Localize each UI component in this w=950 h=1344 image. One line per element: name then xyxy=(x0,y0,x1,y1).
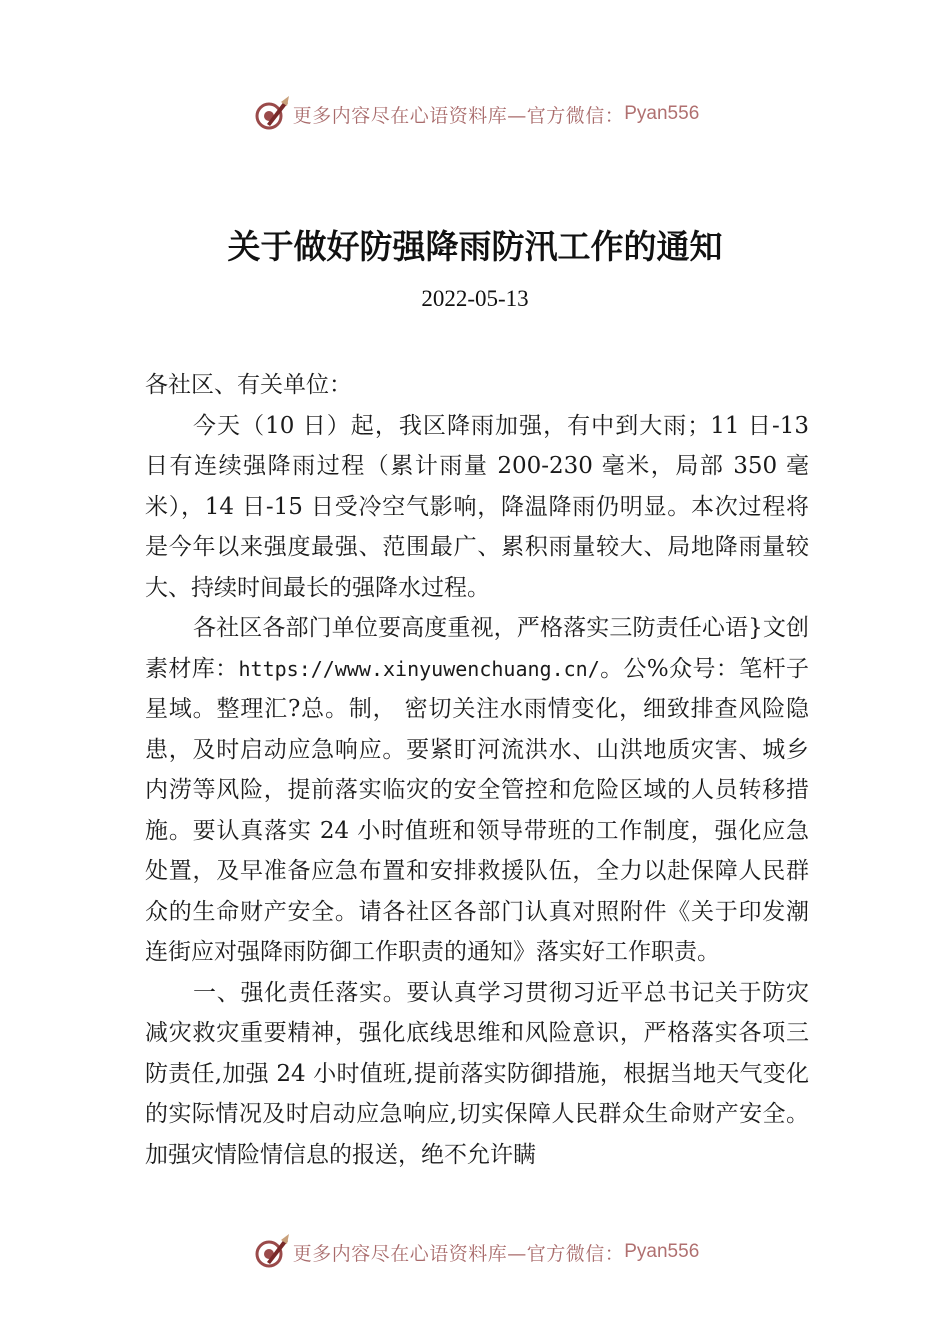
paragraph-2-part-b: 。公%众号：笔杆子星域。整理汇?总。制， 密切关注水雨情变化，细致排查风险隐患，及时启动应急响应。要紧盯河流洪水、山洪地质灾害、城乡内涝等风险，提前落实临灾的安全管控和危险区域的人员转移措施。要认真落实 24 小时值班和领导带班的工作制度，强化应急处置，及早准备应急布置和安排救援队伍，全力以赴保障人民群众的生命财产安全。请各社区各部门认真对照附件《关于印发潮连街应对强降雨防御工作职责的通知》落实好工作职责。 xyxy=(145,655,810,965)
paragraph-3: 一、强化责任落实。要认真学习贯彻习近平总书记关于防灾减灾救灾重要精神，强化底线思维和风险意识，严格落实各项三防责任,加强 24 小时值班,提前落实防御措施，根据当地天气变化的实际情况及时启动应急响应,切实保障人民群众生命财产安全。加强灾情险情信息的报送，绝不允许瞒 xyxy=(145,979,809,1168)
paragraph-2 xyxy=(145,608,809,973)
document-body xyxy=(145,365,809,1175)
paragraph-1: 今天（10 日）起，我区降雨加强，有中到大雨；11 日-13 日有连续强降雨过程（累计雨量 200-230 毫米，局部 350 毫米），14 日-15 日受冷空气影响，降温降雨仍明显。本次过程将是今年以来强度最强、范围最广、累积雨量较大、局地降雨量较大、持续时间最长的强降水过程。 xyxy=(145,412,809,601)
quill-logo-icon xyxy=(251,94,291,134)
source-url-link[interactable]: https://www.xinyuwenchuang.cn/ xyxy=(238,656,600,681)
document-title: 关于做好防强降雨防汛工作的通知 xyxy=(227,227,723,266)
quill-logo-icon xyxy=(251,1232,291,1272)
paragraph-2-part-a: 各社区各部门单位要高度重视，严格落实三防责任心语}文创素材库： xyxy=(145,615,809,682)
watermark-text: 更多内容尽在心语资料库—官方微信： xyxy=(292,104,625,127)
watermark-banner-top xyxy=(0,92,950,136)
salutation: 各社区、有关单位： xyxy=(145,372,352,398)
watermark-wechat-id: Pyan556 xyxy=(624,103,700,124)
watermark-wechat-id: Pyan556 xyxy=(624,1241,700,1262)
document-date: 2022-05-13 xyxy=(421,286,529,311)
watermark-banner-bottom xyxy=(0,1230,950,1274)
watermark-text: 更多内容尽在心语资料库—官方微信： xyxy=(292,1242,625,1265)
